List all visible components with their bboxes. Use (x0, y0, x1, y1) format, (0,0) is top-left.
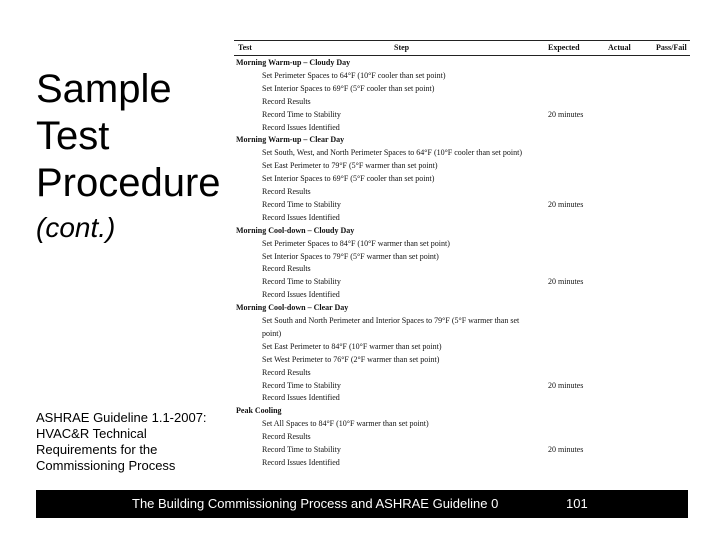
caption-line: ASHRAE Guideline 1.1-2007: (36, 410, 207, 425)
step-text: point) (262, 328, 282, 338)
section-title: Morning Cool-down – Clear Day (236, 303, 349, 313)
header-actual: Actual (608, 43, 631, 52)
expected-value: 20 minutes (548, 380, 584, 390)
step-text: Set South and North Perimeter and Interior Spaces to 79°F (5°F warmer than set (262, 316, 520, 325)
caption-line: Requirements for the (36, 442, 158, 457)
title-line: Test (36, 114, 110, 158)
header-step: Step (394, 43, 410, 52)
table-row (230, 419, 690, 431)
step-text: Set Interior Spaces to 79°F (5°F warmer than set point) (262, 251, 439, 261)
step-text: Set East Perimeter to 79°F (5°F warmer than set point) (262, 161, 438, 171)
header-expected: Expected (548, 43, 580, 52)
table-row (230, 161, 690, 173)
step-text: Set Interior Spaces to 69°F (5°F cooler than set point) (262, 174, 435, 184)
step-text: Set Interior Spaces to 69°F (5°F cooler than set point) (262, 83, 435, 93)
header-pass-fail: Pass/Fail (656, 43, 687, 52)
step-text: Record Issues Identified (262, 122, 340, 132)
step-text: Set All Spaces to 84°F (10°F warmer than set point) (262, 419, 429, 429)
footer-bar (36, 490, 688, 518)
step-text: Record Results (262, 187, 311, 196)
section-row (230, 303, 690, 315)
section-title: Peak Cooling (236, 406, 282, 416)
table-row (230, 393, 690, 405)
step-text: Record Results (262, 96, 311, 106)
table-row (230, 368, 690, 380)
table-row (230, 97, 690, 109)
header-test: Test (238, 43, 252, 52)
table-row (230, 432, 690, 444)
table-row (230, 174, 690, 186)
table-row (230, 148, 690, 160)
step-text: Set South, West, and North Perimeter Spaces to 64°F (10°F cooler than set point) (262, 148, 523, 158)
table-row (230, 71, 690, 83)
step-text: Record Time to Stability (262, 199, 341, 209)
section-row (230, 226, 690, 238)
section-row (230, 135, 690, 147)
table-row (230, 264, 690, 276)
expected-value: 20 minutes (548, 277, 584, 287)
table-row (230, 123, 690, 135)
source-caption (36, 410, 246, 474)
table-header (234, 40, 690, 56)
step-text: Record Time to Stability (262, 445, 341, 454)
table-row (230, 458, 690, 470)
expected-value: 20 minutes (548, 199, 584, 209)
page-number: 101 (566, 496, 588, 511)
section-row (230, 58, 690, 70)
step-text: Record Issues Identified (262, 290, 340, 300)
table-row (230, 445, 690, 457)
step-text: Record Time to Stability (262, 380, 341, 390)
step-text: Record Issues Identified (262, 212, 340, 222)
table-row (230, 316, 690, 328)
caption-line: Commissioning Process (36, 458, 176, 473)
caption-line: HVAC&R Technical (36, 426, 147, 441)
title-cont: (cont.) (36, 212, 116, 243)
table-row (230, 84, 690, 96)
section-title: Morning Cool-down – Cloudy Day (236, 225, 355, 235)
step-text: Record Time to Stability (262, 277, 341, 287)
footer-text: The Building Commissioning Process and ASHRAE Guideline 0 (132, 496, 499, 511)
step-text: Record Results (262, 432, 311, 442)
table-row (230, 213, 690, 225)
table-row (230, 329, 690, 341)
table-row (230, 110, 690, 122)
section-title: Morning Warm-up – Clear Day (236, 135, 345, 145)
section-row (230, 406, 690, 418)
step-text: Record Issues Identified (262, 457, 340, 467)
step-text: Set Perimeter Spaces to 64°F (10°F cooler than set point) (262, 70, 446, 80)
title-line: Procedure (36, 161, 221, 205)
step-text: Record Results (262, 367, 311, 377)
title-line: Sample (36, 67, 172, 111)
step-text: Set West Perimeter to 76°F (2°F warmer than set point) (262, 354, 440, 364)
test-procedure-table (230, 38, 690, 472)
section-title: Morning Warm-up – Cloudy Day (236, 58, 351, 67)
step-text: Record Time to Stability (262, 109, 341, 119)
table-row (230, 252, 690, 264)
step-text: Record Issues Identified (262, 393, 340, 403)
step-text: Record Results (262, 264, 311, 274)
table-row (230, 200, 690, 212)
expected-value: 20 minutes (548, 109, 584, 119)
table-row (230, 381, 690, 393)
table-row (230, 277, 690, 289)
expected-value: 20 minutes (548, 445, 584, 454)
slide-title (36, 66, 236, 249)
table-row (230, 342, 690, 354)
step-text: Set East Perimeter to 84°F (10°F warmer than set point) (262, 341, 442, 351)
table-row (230, 239, 690, 251)
table-row (230, 290, 690, 302)
table-row (230, 187, 690, 199)
table-row (230, 355, 690, 367)
step-text: Set Perimeter Spaces to 84°F (10°F warmer than set point) (262, 238, 450, 248)
